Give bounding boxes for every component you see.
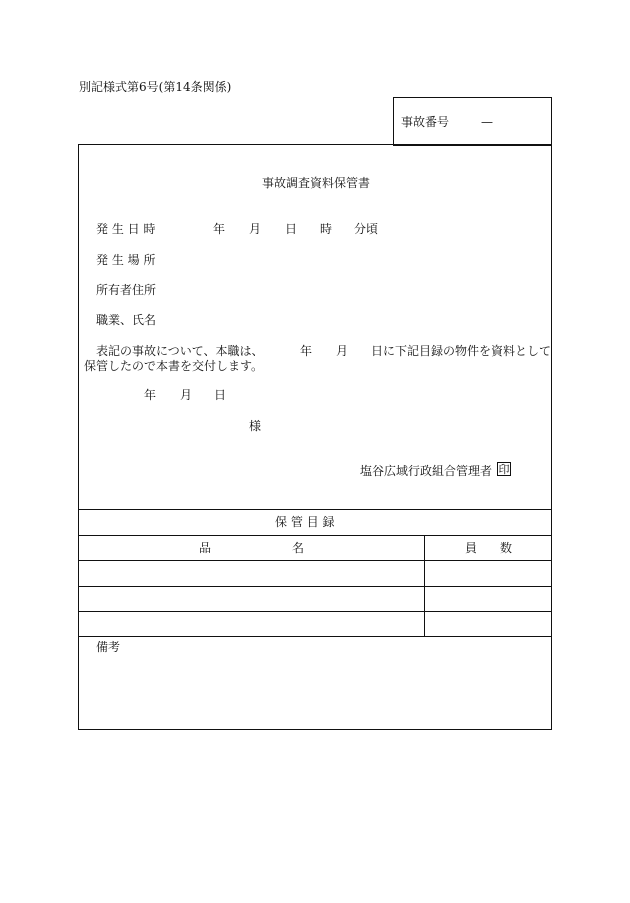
column-divider — [424, 535, 425, 636]
column-header-qty-1: 員 — [465, 541, 478, 555]
occurrence-minute-unit: 分頃 — [354, 222, 379, 236]
accident-number-label: 事故番号 — [401, 115, 450, 129]
occurrence-year-unit: 年 — [213, 222, 226, 236]
statement-line1-end: 日に下記目録の物件を資料として — [371, 344, 552, 358]
occurrence-month-unit: 月 — [249, 222, 262, 236]
occurrence-day-unit: 日 — [285, 222, 298, 236]
seal-mark: 印 — [498, 462, 510, 476]
inventory-top-divider — [78, 509, 552, 510]
occurrence-hour-unit: 時 — [320, 222, 333, 236]
page-title: 事故調査資料保管書 — [262, 176, 371, 190]
column-header-item-1: 品 — [199, 541, 212, 555]
column-header-qty-2: 数 — [500, 541, 513, 555]
statement-year-unit: 年 — [300, 344, 313, 358]
form-label: 別記様式第6号(第14条関係) — [79, 80, 232, 94]
issue-month-unit: 月 — [180, 388, 193, 402]
owner-address-label: 所有者住所 — [96, 283, 157, 297]
statement-line2: 保管したので本書を交付します。 — [84, 359, 264, 373]
column-header-item-2: 名 — [292, 541, 305, 555]
occupation-name-label: 職業、氏名 — [96, 313, 157, 327]
table-row-divider — [78, 611, 552, 612]
remarks-label: 備考 — [96, 640, 121, 654]
statement-line1-start: 表記の事故について、本職は、 — [96, 344, 264, 358]
accident-number-dash: — — [481, 115, 493, 129]
issuer-name: 塩谷広域行政組合管理者 — [360, 464, 493, 478]
statement-month-unit: 月 — [336, 344, 349, 358]
table-row-divider — [78, 636, 552, 637]
inventory-heading-divider — [78, 535, 552, 536]
table-row-divider — [78, 586, 552, 587]
table-row-divider — [78, 560, 552, 561]
inventory-heading: 保 管 目 録 — [275, 515, 335, 529]
occurrence-place-label: 発 生 場 所 — [96, 253, 156, 267]
issue-day-unit: 日 — [214, 388, 227, 402]
recipient-suffix: 様 — [249, 419, 262, 433]
occurrence-datetime-label: 発 生 日 時 — [96, 222, 156, 236]
issue-year-unit: 年 — [144, 388, 157, 402]
